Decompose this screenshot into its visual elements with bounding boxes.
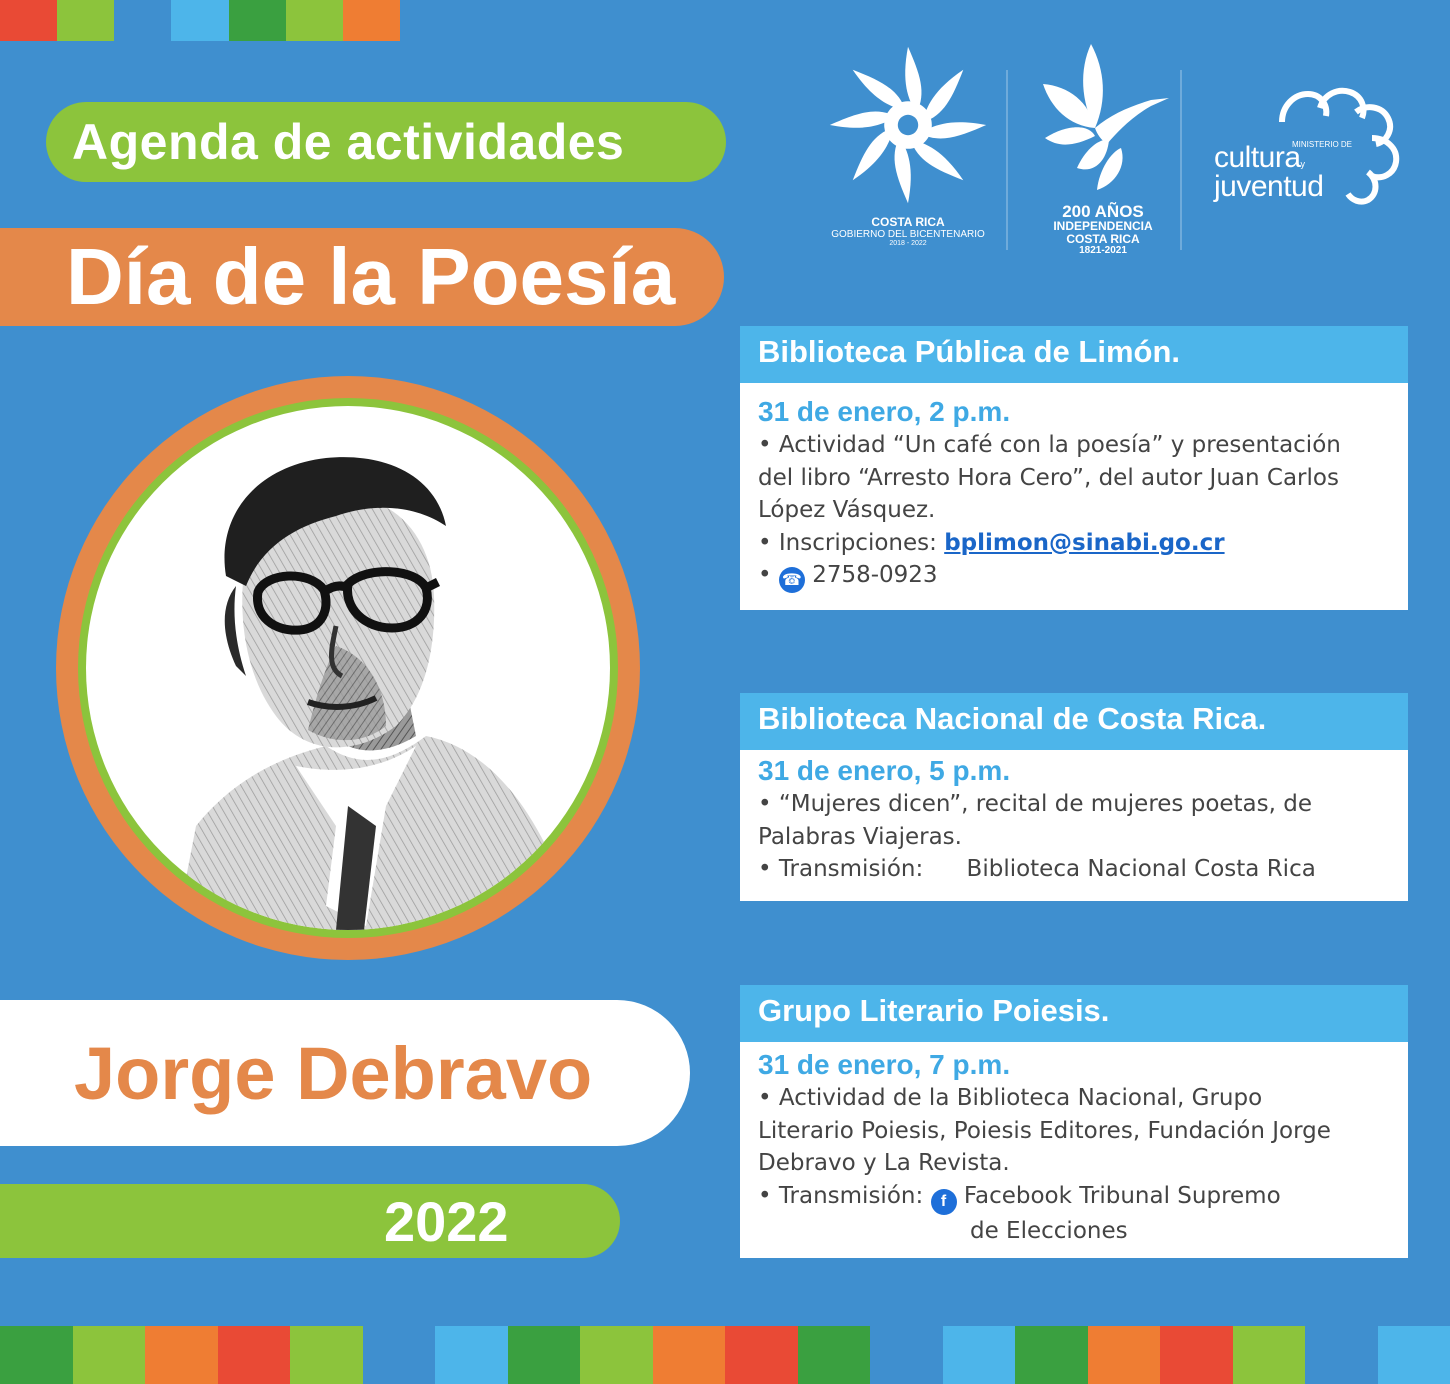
event-description-line: • Actividad “Un café con la poesía” y presentación bbox=[758, 432, 1341, 458]
stream-value: Biblioteca Nacional Costa Rica bbox=[966, 856, 1316, 882]
stream-line bbox=[758, 853, 1396, 886]
stream-value: Facebook Tribunal Supremo bbox=[963, 1182, 1281, 1209]
portrait-ring-green bbox=[78, 398, 618, 938]
bicentennial-logo bbox=[1030, 40, 1176, 256]
event-description-line: López Vásquez. bbox=[758, 497, 936, 523]
stream-line bbox=[758, 1180, 1396, 1215]
phone-line bbox=[758, 559, 1396, 593]
strip-segment bbox=[0, 1326, 73, 1384]
signup-email-link[interactable]: bplimon@sinabi.go.cr bbox=[944, 529, 1225, 556]
strip-segment bbox=[653, 1326, 726, 1384]
strip-segment bbox=[1378, 1326, 1450, 1384]
phone-icon: ☎ bbox=[779, 567, 805, 593]
gov-logo-line2: GOBIERNO DEL BICENTENARIO bbox=[831, 229, 985, 240]
title-banner bbox=[0, 228, 724, 326]
event-card-biblioteca-nacional bbox=[740, 693, 1408, 901]
strip-segment bbox=[286, 0, 343, 41]
star-flower-icon bbox=[823, 40, 993, 210]
strip-segment bbox=[290, 1326, 363, 1384]
portrait-frame bbox=[56, 376, 640, 960]
stream-label: • Transmisión: bbox=[758, 1182, 924, 1209]
event-date: 31 de enero, 5 p.m. bbox=[758, 755, 1011, 786]
agenda-label: Agenda de actividades bbox=[72, 114, 625, 170]
strip-segment bbox=[1305, 1326, 1378, 1384]
event-description-line: • “Mujeres dicen”, recital de mujeres poetas, de bbox=[758, 791, 1313, 817]
event-description-line: del libro “Arresto Hora Cero”, del autor Juan Carlos bbox=[758, 464, 1339, 491]
event-description-line: Debravo y La Revista. bbox=[758, 1150, 1010, 1176]
strip-segment bbox=[1015, 1326, 1088, 1384]
poet-name-banner bbox=[0, 1000, 690, 1146]
strip-segment bbox=[363, 1326, 436, 1384]
strip-segment bbox=[1233, 1326, 1306, 1384]
event-card-body bbox=[740, 750, 1408, 886]
gov-logo-line3: 2018 - 2022 bbox=[889, 240, 927, 247]
strip-segment bbox=[435, 1326, 508, 1384]
strip-segment bbox=[171, 0, 228, 41]
year-label: 2022 bbox=[384, 1189, 509, 1253]
event-description-line: • Actividad de la Biblioteca Nacional, Grupo bbox=[758, 1085, 1263, 1111]
strip-segment bbox=[943, 1326, 1016, 1384]
strip-segment bbox=[57, 0, 114, 41]
strip-segment bbox=[1088, 1326, 1161, 1384]
signup-line bbox=[758, 527, 1396, 560]
ministry-word-y: y bbox=[1300, 159, 1305, 169]
ministry-culture-logo bbox=[1212, 86, 1412, 216]
event-description-line: Palabras Viajeras. bbox=[758, 823, 962, 850]
strip-segment bbox=[798, 1326, 871, 1384]
ministry-word-2: juventud bbox=[1214, 169, 1324, 203]
ministry-word-1: cultura bbox=[1214, 141, 1301, 174]
event-card-title: Grupo Literario Poiesis. bbox=[740, 985, 1408, 1042]
event-card-limon bbox=[740, 326, 1408, 610]
event-card-poiesis bbox=[740, 985, 1408, 1258]
event-date: 31 de enero, 7 p.m. bbox=[758, 1049, 1011, 1080]
bicentennial-line3: COSTA RICA bbox=[1066, 231, 1140, 246]
signup-label: • Inscripciones: bbox=[758, 529, 937, 556]
top-color-strip bbox=[0, 0, 400, 41]
hummingbird-icon bbox=[1033, 40, 1173, 200]
strip-segment bbox=[0, 0, 57, 41]
event-card-body bbox=[740, 383, 1408, 593]
strip-segment bbox=[73, 1326, 146, 1384]
bottom-color-strip bbox=[0, 1326, 1450, 1384]
logo-divider bbox=[1006, 70, 1008, 250]
event-description-line: Literario Poiesis, Poiesis Editores, Fundación Jorge bbox=[758, 1117, 1331, 1144]
stream-label: • Transmisión: bbox=[758, 856, 924, 882]
page-title: Día de la Poesía bbox=[66, 232, 676, 321]
strip-segment bbox=[229, 0, 286, 41]
facebook-icon: f bbox=[931, 1189, 957, 1215]
bicentennial-line4: 1821-2021 bbox=[1079, 245, 1127, 257]
agenda-banner bbox=[46, 102, 726, 182]
year-banner bbox=[0, 1184, 620, 1258]
strip-segment bbox=[145, 1326, 218, 1384]
stream-line-continued: de Elecciones bbox=[970, 1217, 1128, 1244]
phone-bullet: • bbox=[758, 562, 772, 588]
event-card-title: Biblioteca Pública de Limón. bbox=[740, 326, 1408, 383]
strip-segment bbox=[114, 0, 171, 41]
strip-segment bbox=[725, 1326, 798, 1384]
bicentennial-line1: 200 AÑOS bbox=[1062, 202, 1144, 221]
strip-segment bbox=[343, 0, 400, 41]
event-card-title: Biblioteca Nacional de Costa Rica. bbox=[740, 693, 1408, 750]
bicentenario-government-logo bbox=[820, 40, 996, 247]
logo-divider bbox=[1180, 70, 1182, 250]
gov-logo-line1: COSTA RICA bbox=[871, 215, 945, 229]
strip-segment bbox=[580, 1326, 653, 1384]
strip-segment bbox=[870, 1326, 943, 1384]
poet-portrait-icon bbox=[86, 406, 610, 930]
strip-segment bbox=[508, 1326, 581, 1384]
phone-number: 2758-0923 bbox=[812, 562, 938, 588]
event-date: 31 de enero, 2 p.m. bbox=[758, 396, 1011, 427]
ministry-big-text bbox=[1214, 141, 1324, 203]
bicentennial-line2: INDEPENDENCIA bbox=[1053, 219, 1153, 233]
strip-segment bbox=[218, 1326, 291, 1384]
event-card-body bbox=[740, 1042, 1408, 1247]
ministry-small-text: MINISTERIO DE bbox=[1292, 140, 1353, 149]
strip-segment bbox=[1160, 1326, 1233, 1384]
poet-name: Jorge Debravo bbox=[74, 1031, 593, 1115]
poet-portrait bbox=[86, 406, 610, 930]
